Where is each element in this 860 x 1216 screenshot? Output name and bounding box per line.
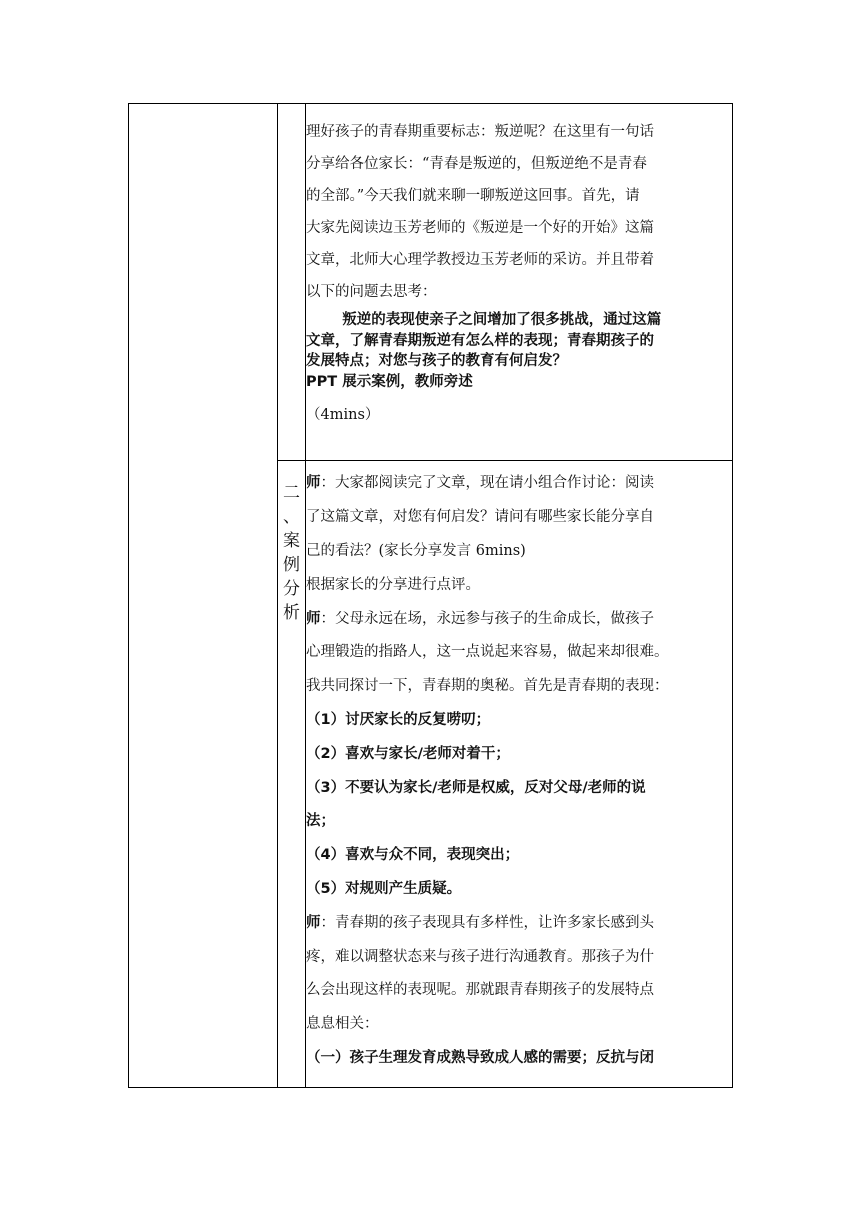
title-char: 分 [283,579,300,600]
lesson-plan-table [128,103,733,1088]
time-note: （4mins） [306,407,380,423]
title-char: 二 [283,483,300,504]
intro-line: 文章，北师大心理学教授边玉芳老师的采访。并且带着 [306,252,654,268]
section-1-title-cell [278,104,306,461]
content-line: （3）不要认为家长/老师是权威，反对父母/老师的说 [306,779,646,796]
content-line [306,907,732,941]
section-2-content-cell [306,461,733,1088]
content-line: 疼，难以调整状态来与孩子进行沟通教育。那孩子为什 [306,948,654,965]
speaker-label: 师 [306,914,321,931]
question-line: 文章，了解青春期叛逆有怎么样的表现；青春期孩子的 [306,332,654,349]
content-line: （2）喜欢与家长/老师对着干； [306,745,510,762]
content-line: 法； [306,813,335,830]
section-2-title-cell [278,461,306,1088]
content-line: 么会出现这样的表现呢。那就跟青春期孩子的发展特点 [306,982,654,999]
section-2-title [278,461,305,625]
content-line: （1）讨厌家长的反复唠叨； [306,711,491,728]
table-row-section-1 [129,104,733,461]
left-empty-column [129,104,278,1088]
content-line: 心理锻造的指路人，这一点说起来容易，做起来却很难。 [306,644,669,661]
content-line: （4）喜欢与众不同，表现突出； [306,847,520,864]
content-line: （5）对规则产生质疑。 [306,880,462,897]
title-char: 案 [283,531,300,552]
content-line: （一）孩子生理发育成熟导致成人感的需要；反抗与闭 [306,1049,654,1066]
speech-text: ：青春期的孩子表现具有多样性，让许多家长感到头 [320,914,654,931]
content-line: 我共同探讨一下，青春期的奥秘。首先是青春期的表现： [306,678,669,695]
intro-line: 以下的问题去思考： [306,284,437,300]
ppt-note: PPT 展示案例，教师旁述 [306,373,473,390]
intro-line: 大家先阅读边玉芳老师的《叛逆是一个好的开始》这篇 [306,220,654,236]
content-line: 了这篇文章，对您有何启发？请问有哪些家长能分享自 [306,509,654,526]
section-1-content-cell [306,104,733,461]
title-char: 例 [283,555,300,576]
content-line: 息息相关： [306,1016,379,1033]
speaker-label: 师 [306,475,321,492]
intro-line: 分享给各位家长：“青春是叛逆的，但叛逆绝不是青春 [306,156,647,172]
section-2-body [306,461,732,1075]
speaker-label: 师 [306,610,321,627]
title-char: 、 [283,507,300,528]
intro-line: 的全部。”今天我们就来聊一聊叛逆这回事。首先，请 [306,188,640,204]
question-line: 叛逆的表现使亲子之间增加了很多挑战，通过这篇 [342,312,662,328]
content-line [306,467,732,501]
content-line: 己的看法？(家长分享发言 6mins) [306,542,526,559]
speech-text: ：大家都阅读完了文章，现在请小组合作讨论：阅读 [320,475,654,492]
speech-text: ：父母永远在场，永远参与孩子的生命成长，做孩子 [320,610,654,627]
title-char: 析 [283,603,300,624]
question-line: 发展特点；对您与孩子的教育有何启发？ [306,353,567,369]
content-line: 根据家长的分享进行点评。 [306,576,480,593]
content-line [306,603,732,637]
intro-line: 理好孩子的青春期重要标志：叛逆呢？在这里有一句话 [306,124,654,140]
